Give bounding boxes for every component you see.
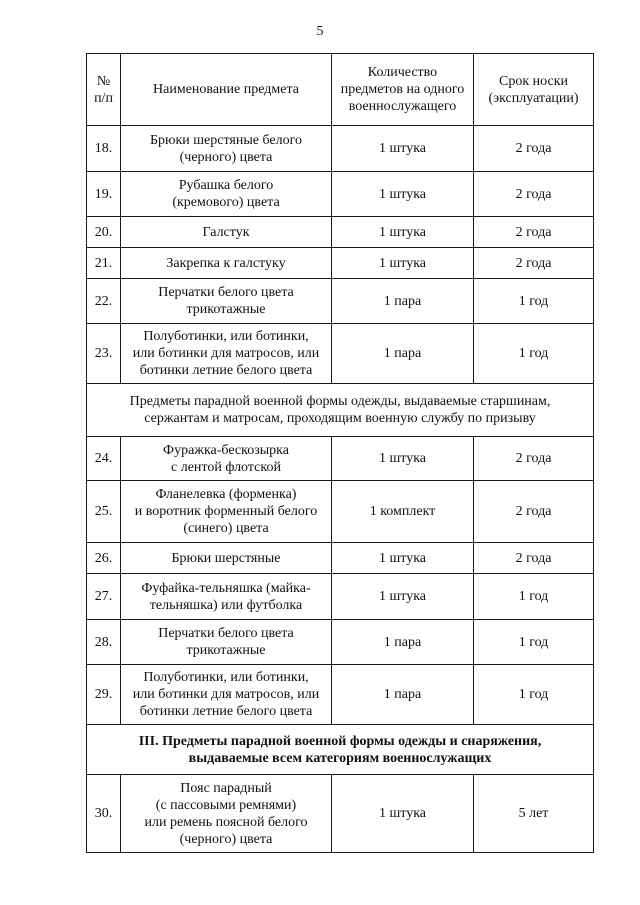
item-term: 2 года — [474, 437, 594, 481]
item-name: Фланелевка (форменка) и воротник форменный белого (синего) цвета — [121, 481, 332, 543]
item-name: Галстук — [121, 217, 332, 248]
header-quantity: Количество предметов на одного военнослужащего — [332, 54, 474, 126]
item-term: 1 год — [474, 324, 594, 384]
item-term: 2 года — [474, 172, 594, 217]
item-term: 2 года — [474, 543, 594, 574]
row-number: 30. — [87, 775, 121, 853]
item-quantity: 1 штука — [332, 217, 474, 248]
item-quantity: 1 пара — [332, 279, 474, 324]
item-term: 2 года — [474, 217, 594, 248]
item-name: Полуботинки, или ботинки, или ботинки для матросов, или ботинки летние белого цвета — [121, 665, 332, 725]
table-row — [87, 248, 594, 279]
row-number: 20. — [87, 217, 121, 248]
section-row — [87, 384, 594, 437]
item-name: Перчатки белого цвета трикотажные — [121, 620, 332, 665]
item-name: Перчатки белого цвета трикотажные — [121, 279, 332, 324]
item-quantity: 1 комплект — [332, 481, 474, 543]
row-number: 28. — [87, 620, 121, 665]
row-number: 29. — [87, 665, 121, 725]
item-quantity: 1 штука — [332, 126, 474, 172]
row-number: 19. — [87, 172, 121, 217]
item-quantity: 1 штука — [332, 775, 474, 853]
table-row — [87, 620, 594, 665]
item-name: Фуфайка-тельняшка (майка- тельняшка) или футболка — [121, 574, 332, 620]
table-row — [87, 481, 594, 543]
item-quantity: 1 пара — [332, 620, 474, 665]
item-name: Полуботинки, или ботинки, или ботинки для матросов, или ботинки летние белого цвета — [121, 324, 332, 384]
item-term: 1 год — [474, 574, 594, 620]
item-name: Брюки шерстяные белого (черного) цвета — [121, 126, 332, 172]
table-row — [87, 279, 594, 324]
row-number: 25. — [87, 481, 121, 543]
item-term: 1 год — [474, 665, 594, 725]
section-row — [87, 725, 594, 775]
table-row — [87, 665, 594, 725]
item-quantity: 1 штука — [332, 172, 474, 217]
row-number: 26. — [87, 543, 121, 574]
item-name: Пояс парадный (с пассовыми ремнями) или ремень поясной белого (черного) цвета — [121, 775, 332, 853]
table-row — [87, 172, 594, 217]
table-header-row — [87, 54, 594, 126]
item-quantity: 1 штука — [332, 437, 474, 481]
section-title: III. Предметы парадной военной формы одежды и снаряжения, выдаваемые всем категориям военнослужащих — [87, 725, 594, 775]
item-term: 1 год — [474, 279, 594, 324]
item-term: 2 года — [474, 481, 594, 543]
item-term: 5 лет — [474, 775, 594, 853]
table-row — [87, 126, 594, 172]
header-number: № п/п — [87, 54, 121, 126]
item-term: 2 года — [474, 126, 594, 172]
row-number: 27. — [87, 574, 121, 620]
item-term: 2 года — [474, 248, 594, 279]
item-quantity: 1 штука — [332, 574, 474, 620]
row-number: 22. — [87, 279, 121, 324]
table-row — [87, 543, 594, 574]
table-row — [87, 775, 594, 853]
header-item-name: Наименование предмета — [121, 54, 332, 126]
row-number: 21. — [87, 248, 121, 279]
row-number: 23. — [87, 324, 121, 384]
item-name: Брюки шерстяные — [121, 543, 332, 574]
page-number: 5 — [316, 24, 324, 39]
table-row — [87, 574, 594, 620]
item-name: Рубашка белого (кремового) цвета — [121, 172, 332, 217]
items-table — [86, 53, 594, 853]
section-title: Предметы парадной военной формы одежды, выдаваемые старшинам, сержантам и матросам, проходящим военную службу по призыву — [87, 384, 594, 437]
item-quantity: 1 штука — [332, 248, 474, 279]
item-term: 1 год — [474, 620, 594, 665]
table-row — [87, 217, 594, 248]
item-name: Фуражка-бескозырка с лентой флотской — [121, 437, 332, 481]
item-name: Закрепка к галстуку — [121, 248, 332, 279]
table-row — [87, 324, 594, 384]
item-quantity: 1 пара — [332, 665, 474, 725]
row-number: 18. — [87, 126, 121, 172]
row-number: 24. — [87, 437, 121, 481]
header-service-term: Срок носки (эксплуатации) — [474, 54, 594, 126]
table-row — [87, 437, 594, 481]
item-quantity: 1 штука — [332, 543, 474, 574]
item-quantity: 1 пара — [332, 324, 474, 384]
